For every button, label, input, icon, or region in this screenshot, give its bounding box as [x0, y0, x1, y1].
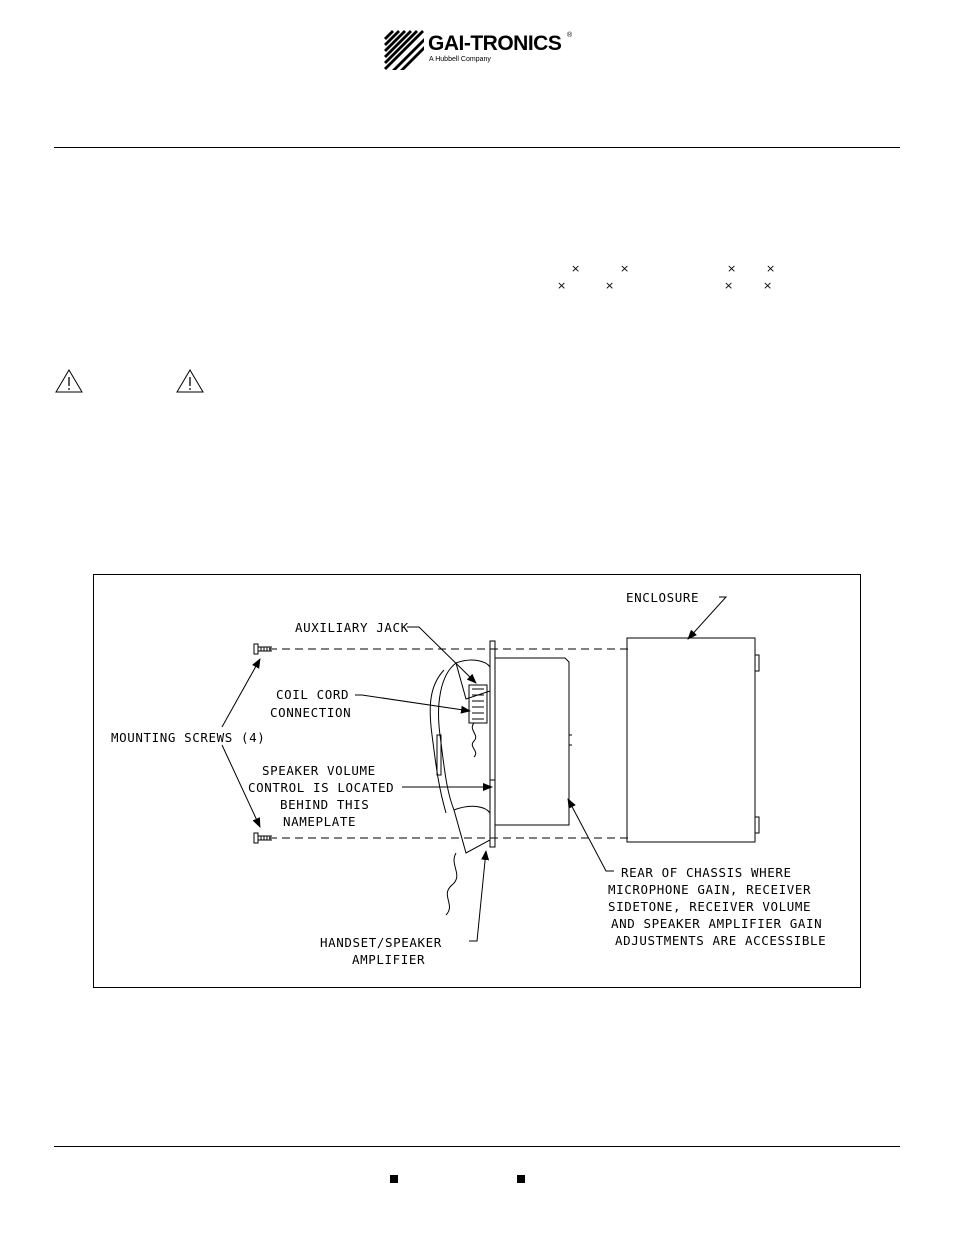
label-auxiliary-jack: AUXILIARY JACK: [295, 620, 409, 635]
dimension-mark: ×: [724, 279, 734, 292]
logo-mark-icon: [382, 28, 426, 72]
dimension-mark: ×: [557, 279, 567, 292]
enclosure-box: [627, 638, 755, 842]
label-rear-1: REAR OF CHASSIS WHERE: [621, 865, 792, 880]
dimension-mark: ×: [766, 262, 776, 275]
label-speaker-2: CONTROL IS LOCATED: [248, 780, 395, 795]
dimension-mark: ×: [620, 262, 630, 275]
label-enclosure: ENCLOSURE: [626, 590, 700, 605]
dimension-mark: ×: [727, 262, 737, 275]
dimension-mark: ×: [605, 279, 615, 292]
label-coil-cord-1: COIL CORD: [276, 687, 350, 702]
coil-cord-bottom: [446, 853, 457, 915]
label-speaker-1: SPEAKER VOLUME: [262, 763, 376, 778]
header-rule: [54, 147, 900, 148]
label-coil-cord-2: CONNECTION: [270, 705, 352, 720]
brand-tagline: A Hubbell Company: [429, 56, 491, 63]
footer-bullet: [517, 1175, 525, 1183]
dimension-mark: ×: [763, 279, 773, 292]
label-rear-3: SIDETONE, RECEIVER VOLUME: [608, 899, 812, 914]
mounting-diagram: [93, 574, 861, 988]
handset-bottom: [454, 806, 490, 853]
footer-rule: [54, 1146, 900, 1147]
label-rear-5: ADJUSTMENTS ARE ACCESSIBLE: [615, 933, 827, 948]
gai-tronics-logo: [382, 28, 582, 74]
brand-name: GAI-TRONICS: [428, 32, 562, 55]
registered-mark: ®: [567, 32, 573, 39]
label-rear-4: AND SPEAKER AMPLIFIER GAIN: [611, 916, 823, 931]
faceplate: [490, 641, 495, 847]
label-mounting-screws: MOUNTING SCREWS (4): [111, 730, 266, 745]
label-speaker-4: NAMEPLATE: [283, 814, 357, 829]
label-handset-1: HANDSET/SPEAKER: [320, 935, 442, 950]
warning-icon: [175, 368, 205, 394]
footer-bullet: [390, 1175, 398, 1183]
mounting-diagram-drawing: [94, 575, 862, 989]
label-speaker-3: BEHIND THIS: [280, 797, 370, 812]
label-handset-2: AMPLIFIER: [352, 952, 426, 967]
warning-icon: [54, 368, 84, 394]
chassis: [495, 658, 569, 825]
dimension-mark: ×: [571, 262, 581, 275]
label-rear-2: MICROPHONE GAIN, RECEIVER: [608, 882, 812, 897]
